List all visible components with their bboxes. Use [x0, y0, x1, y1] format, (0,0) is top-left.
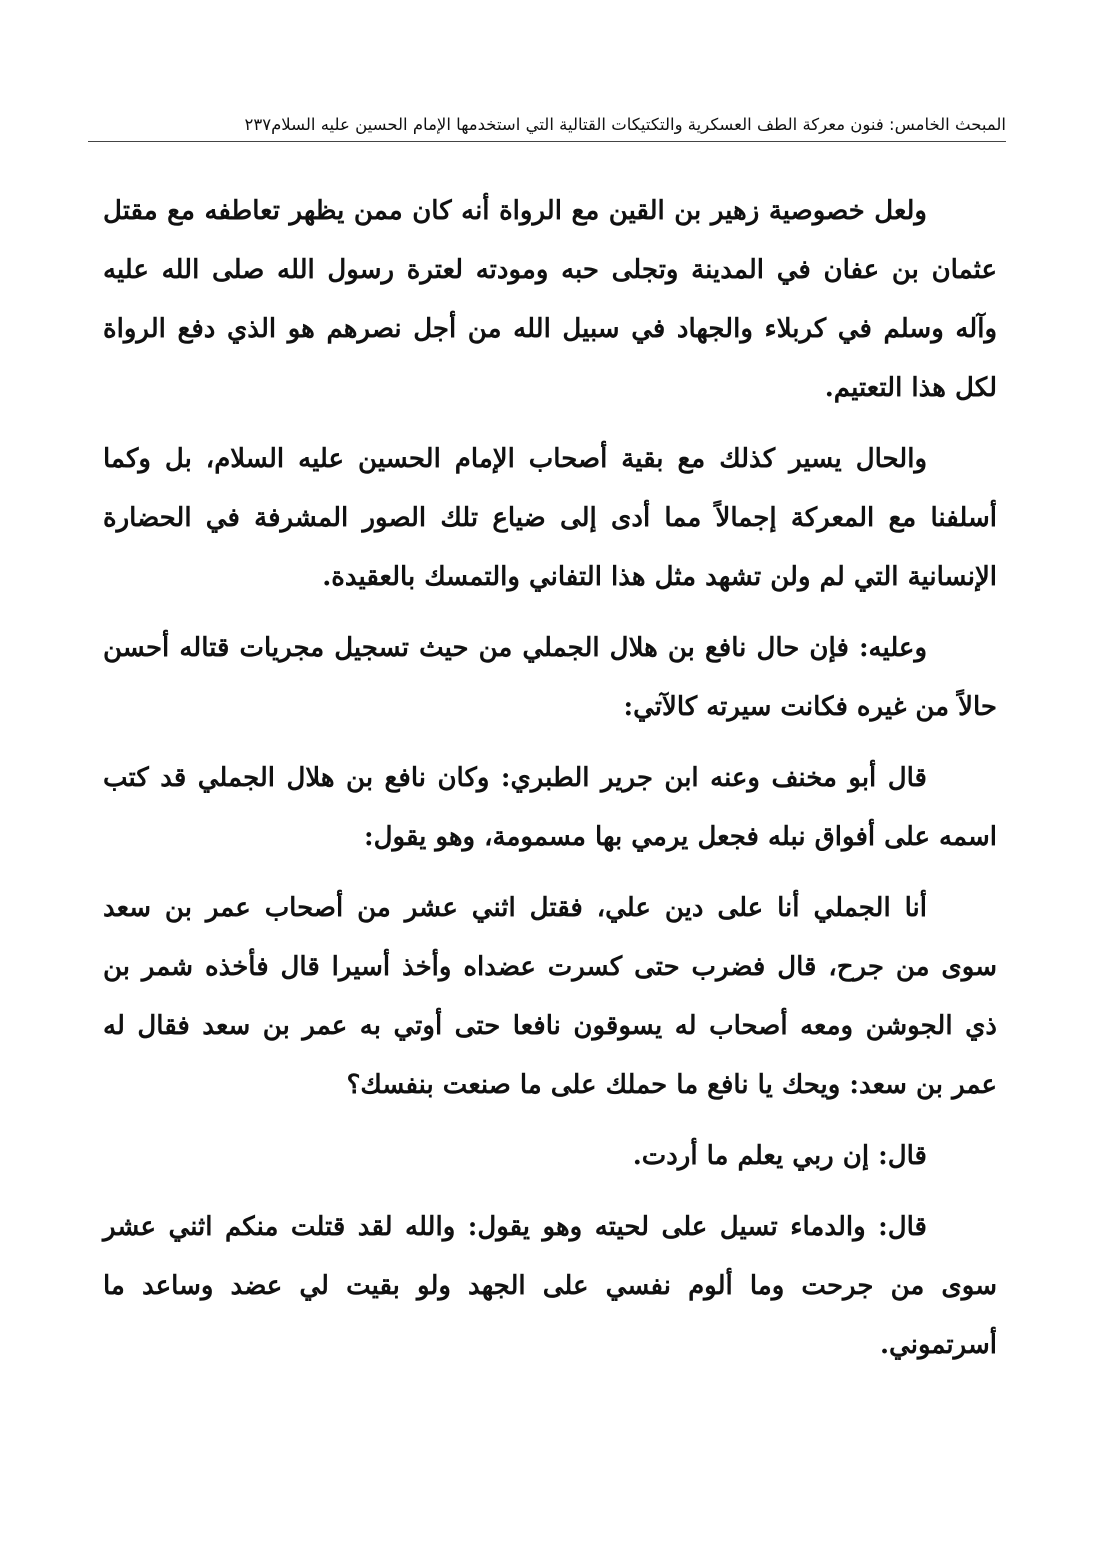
paragraph-1: ولعل خصوصية زهير بن القين مع الرواة أنه كان ممن يظهر تعاطفه مع مقتل عثمان بن عفان في المدينة وتجلى حبه ومودته لعترة رسول الله صلى الله عليه وآله وسلم في كربلاء والجهاد في سبيل الله من أجل نصرهم هو الذي دفع الرواة لكل هذا التعتيم. — [103, 196, 997, 403]
body-text — [103, 182, 997, 1387]
paragraph-2: والحال يسير كذلك مع بقية أصحاب الإمام الحسين عليه السلام، بل وكما أسلفنا مع المعركة إجمالاً مما أدى إلى ضياع تلك الصور المشرفة في الحضارة الإنسانية التي لم ولن تشهد مثل هذا التفاني والتمسك بالعقيدة. — [103, 444, 997, 592]
running-header: المبحث الخامس: فنون معركة الطف العسكرية والتكتيكات القتالية التي استخدمها الإمام الحسين عليه السلام٢٣٧ — [244, 115, 1006, 134]
paragraph-4: قال أبو مخنف وعنه ابن جرير الطبري: وكان نافع بن هلال الجملي قد كتب اسمه على أفواق نبله فجعل يرمي بها مسمومة، وهو يقول: — [103, 763, 997, 852]
paragraph-5: أنا الجملي أنا على دين علي، فقتل اثني عشر من أصحاب عمر بن سعد سوى من جرح، قال فضرب حتى كسرت عضداه وأخذ أسيرا قال فأخذه شمر بن ذي الجوشن ومعه أصحاب له يسوقون نافعا حتى أوتي به عمر بن سعد فقال له عمر بن سعد: ويحك يا نافع ما حملك على ما صنعت بنفسك؟ — [103, 893, 997, 1100]
header-rule — [88, 141, 1006, 142]
paragraph-7: قال: والدماء تسيل على لحيته وهو يقول: والله لقد قتلت منكم اثني عشر سوى من جرحت وما ألوم نفسي على الجهد ولو بقيت لي عضد وساعد ما أسرتموني. — [103, 1212, 997, 1360]
paragraph-6: قال: إن ربي يعلم ما أردت. — [632, 1141, 927, 1171]
paragraph-3: وعليه: فإن حال نافع بن هلال الجملي من حيث تسجيل مجريات قتاله أحسن حالاً من غيره فكانت سيرته كالآتي: — [103, 633, 997, 722]
